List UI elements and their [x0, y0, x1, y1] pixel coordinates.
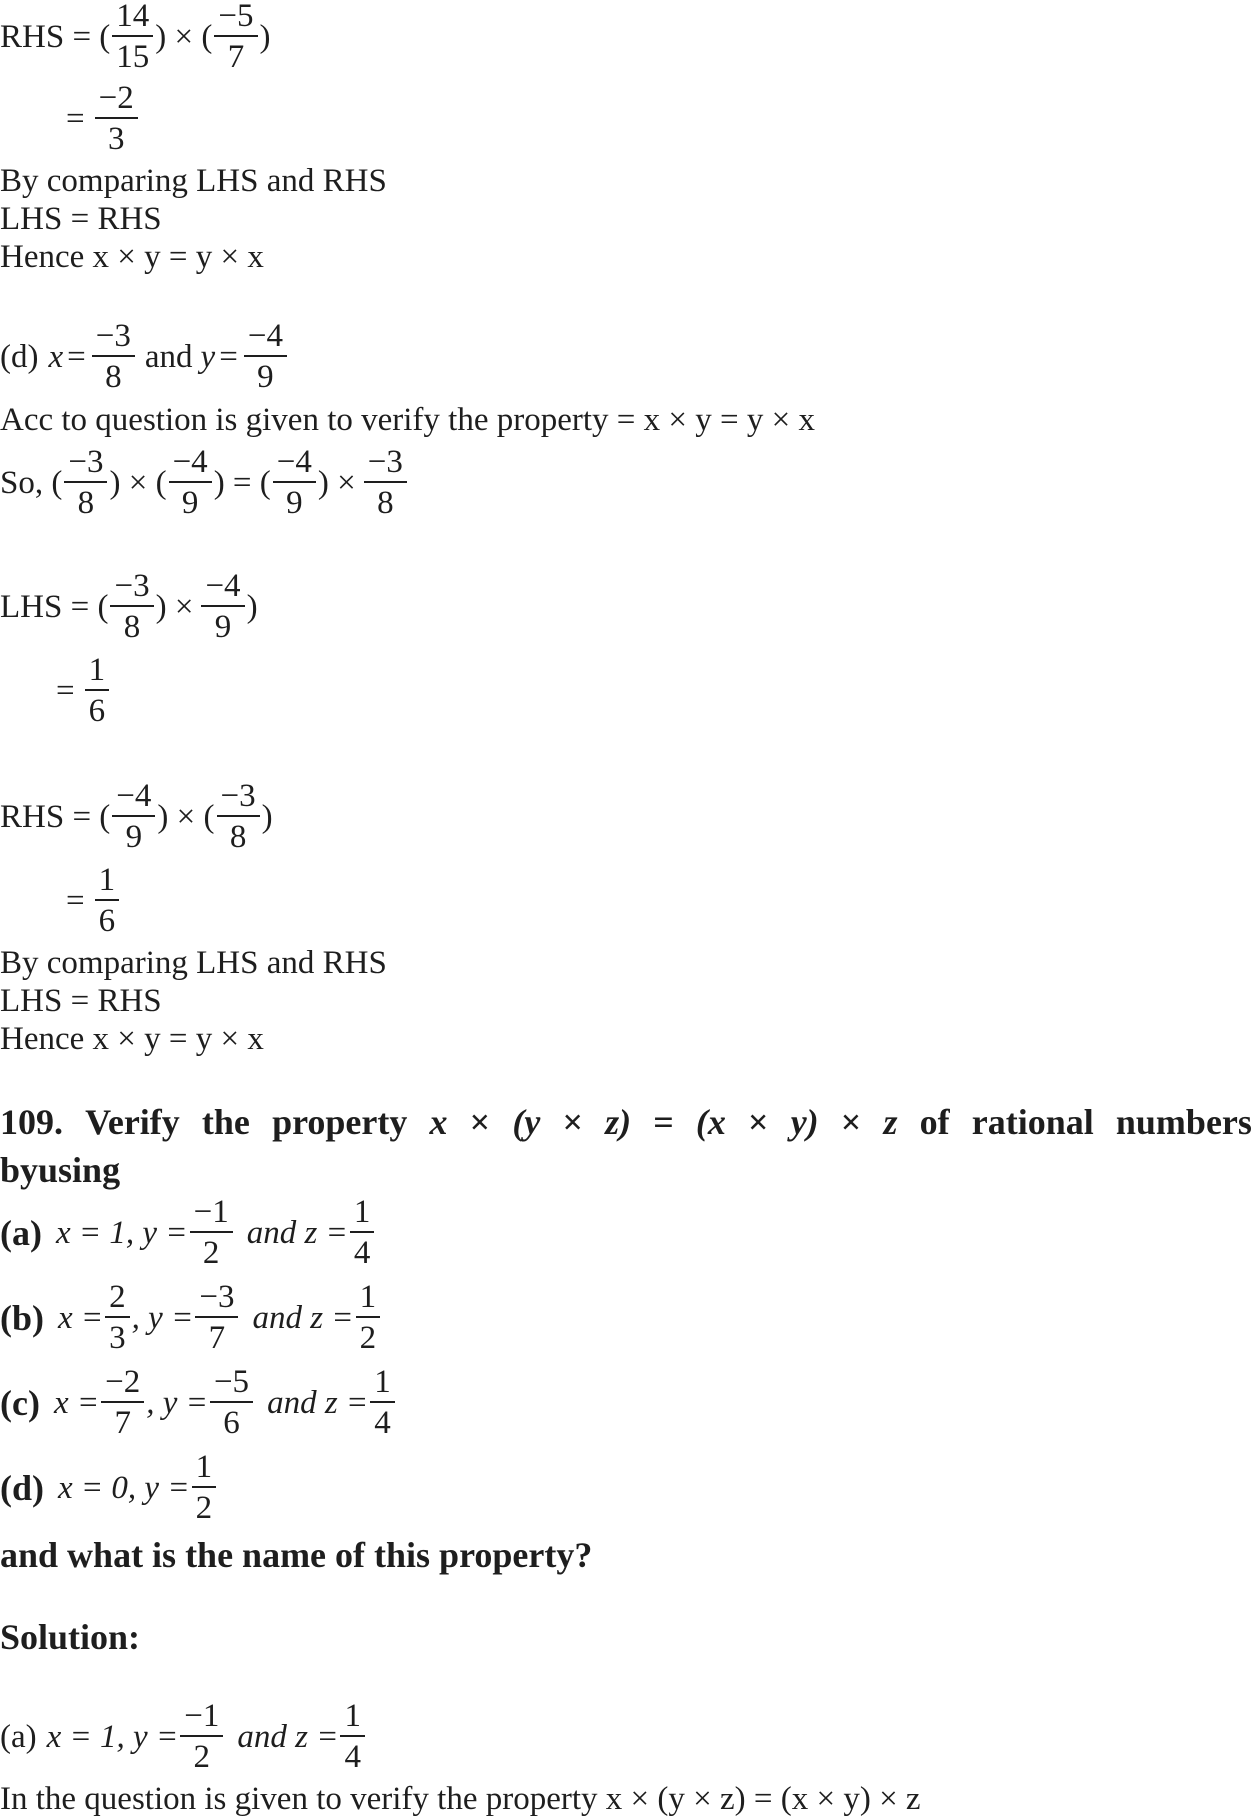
q109-b-x-fraction — [105, 1281, 130, 1355]
d-lhs-f2-denominator: 9 — [214, 609, 232, 645]
q109-b-z-numerator: 1 — [356, 1281, 381, 1318]
q109-word: numbers — [1115, 1102, 1252, 1142]
q109-word: = — [653, 1102, 674, 1142]
d-y-fraction — [244, 320, 287, 394]
d-rhs-mid: ) × ( — [157, 798, 215, 835]
c-rhs-close: ) — [259, 18, 271, 55]
c-compare-text: By comparing LHS and RHS — [0, 163, 387, 199]
q109-b-y-numerator: −3 — [195, 1281, 238, 1318]
d-rhs-fraction-1 — [112, 780, 155, 854]
d-lhs-close: ) — [246, 588, 258, 625]
q109-c-y-denominator: 6 — [223, 1405, 240, 1441]
d-and: and — [144, 338, 193, 375]
c-rhs-f2-numerator: −5 — [214, 0, 257, 37]
q109-c-x-numerator: −2 — [101, 1366, 144, 1403]
solution-a-y-numerator: −1 — [180, 1700, 223, 1737]
d-hence-text: Hence x × y = y × x — [0, 1021, 264, 1057]
q109-c-y: , y = — [146, 1384, 208, 1421]
c-lhs-rhs-text: LHS = RHS — [0, 201, 162, 237]
q109-option-c — [0, 1366, 397, 1440]
d-so-label: So, ( — [0, 464, 63, 501]
d-statement-line — [0, 320, 289, 394]
q109-d-y-numerator: 1 — [192, 1451, 217, 1488]
d-so-f3-numerator: −4 — [273, 446, 316, 483]
d-rhs-f2-numerator: −3 — [217, 780, 260, 817]
q109-a-z-denominator: 4 — [353, 1235, 371, 1271]
d-lhs-f1-numerator: −3 — [110, 570, 153, 607]
d-so-times-open: ) × ( — [109, 464, 167, 501]
d-y-numerator: −4 — [244, 320, 287, 357]
d-x-numerator: −3 — [92, 320, 135, 357]
d-rhs-f2-denominator: 8 — [229, 819, 247, 855]
d-so-f1-numerator: −3 — [64, 446, 107, 483]
q109-d-text: x = 0, y = — [58, 1469, 190, 1506]
d-acc-text: Acc to question is given to verify the property = x × y = y × x — [0, 402, 815, 438]
d-x-denominator: 8 — [105, 359, 122, 395]
d-x-var: x — [48, 338, 64, 375]
q109-word: z — [883, 1102, 898, 1142]
q109-d-label: (d) — [0, 1468, 44, 1508]
d-lhs-result-line — [56, 654, 111, 728]
d-y-eq: = — [219, 338, 238, 375]
d-lhs-result-numerator: 1 — [85, 654, 110, 691]
solution-a-label: (a) — [0, 1718, 37, 1755]
q109-option-d — [0, 1451, 218, 1525]
q109-d-y-denominator: 2 — [195, 1490, 213, 1526]
d-compare-text: By comparing LHS and RHS — [0, 945, 387, 981]
solution-statement: In the question is given to verify the property x × (y × z) = (x × y) × z — [0, 1781, 921, 1817]
q109-c-z-denominator: 4 — [374, 1405, 391, 1441]
d-rhs-result-numerator: 1 — [95, 864, 120, 901]
q109-word: y) — [790, 1102, 819, 1142]
q109-word: (x — [695, 1102, 726, 1142]
d-so-times: ) × — [317, 464, 356, 501]
d-x-eq: = — [67, 338, 86, 375]
q109-c-z-numerator: 1 — [370, 1366, 395, 1403]
d-lhs-rhs-text: LHS = RHS — [0, 983, 162, 1019]
c-rhs-result-fraction — [95, 82, 138, 156]
q109-c-z-fraction — [370, 1366, 395, 1440]
c-rhs-line — [0, 0, 271, 74]
q109-b-y-fraction — [195, 1281, 238, 1355]
c-rhs-f1-numerator: 14 — [112, 0, 153, 37]
q109-option-a — [0, 1196, 376, 1270]
q109-word: × — [840, 1102, 862, 1142]
d-so-f4-numerator: −3 — [364, 446, 407, 483]
q109-name-question: and what is the name of this property? — [0, 1535, 593, 1575]
d-rhs-f1-numerator: −4 — [112, 780, 155, 817]
q109-word: × — [748, 1102, 769, 1142]
d-so-f2-denominator: 9 — [181, 485, 199, 521]
d-so-f2-numerator: −4 — [169, 446, 212, 483]
d-lhs-f1-denominator: 8 — [123, 609, 141, 645]
d-so-f1-denominator: 8 — [77, 485, 95, 521]
c-rhs-result-line — [66, 82, 140, 156]
q109-word: of — [919, 1102, 950, 1142]
d-lhs-result-fraction — [85, 654, 110, 728]
d-so-fraction-3 — [273, 446, 316, 520]
solution-a-text: x = 1, y = — [46, 1718, 179, 1755]
d-label: (d) — [0, 338, 39, 375]
solution-a-z-numerator: 1 — [340, 1700, 365, 1737]
c-rhs-fraction-1 — [112, 0, 153, 74]
q109-a-z-numerator: 1 — [350, 1196, 375, 1233]
solution-a-line — [0, 1700, 367, 1774]
c-hence-text: Hence x × y = y × x — [0, 239, 264, 275]
q109-option-b — [0, 1281, 382, 1355]
d-lhs-mid: ) × — [155, 588, 194, 625]
d-so-line — [0, 446, 409, 520]
solution-a-y-fraction — [180, 1700, 223, 1774]
solution-heading: Solution: — [0, 1617, 141, 1657]
q109-b-y-denominator: 7 — [208, 1320, 226, 1356]
q109-a-y-denominator: 2 — [202, 1235, 220, 1271]
d-so-eq-open: ) = ( — [213, 464, 271, 501]
q109-b-and: and z = — [252, 1299, 354, 1336]
d-rhs-result-line — [66, 864, 121, 938]
q109-a-z-fraction — [350, 1196, 375, 1270]
d-lhs-fraction-1 — [110, 570, 153, 644]
q109-b-x-numerator: 2 — [105, 1281, 130, 1318]
q109-word: 109. — [0, 1102, 63, 1142]
d-so-fraction-1 — [64, 446, 107, 520]
d-rhs-line — [0, 780, 273, 854]
q109-a-y-fraction — [190, 1196, 233, 1270]
q109-word: x — [429, 1102, 448, 1142]
q109-word: Verify — [85, 1102, 180, 1142]
d-lhs-f2-numerator: −4 — [201, 570, 244, 607]
solution-a-z-denominator: 4 — [344, 1739, 361, 1775]
d-rhs-fraction-2 — [217, 780, 260, 854]
q109-word: the — [201, 1102, 250, 1142]
q109-b-x-denominator: 3 — [109, 1320, 126, 1356]
c-rhs-result-denominator: 3 — [107, 121, 125, 157]
q109-word: z) — [605, 1102, 632, 1142]
d-lhs-fraction-2 — [201, 570, 244, 644]
q109-b-x: x = — [58, 1299, 104, 1336]
q109-heading-line-2: byusing — [0, 1150, 121, 1190]
d-rhs-result-denominator: 6 — [98, 903, 116, 939]
q109-word: (y — [512, 1102, 541, 1142]
c-rhs-fraction-2 — [214, 0, 257, 74]
d-so-fraction-2 — [169, 446, 212, 520]
solution-a-y-denominator: 2 — [193, 1739, 211, 1775]
d-rhs-label: RHS = ( — [0, 798, 111, 835]
d-rhs-f1-denominator: 9 — [125, 819, 143, 855]
c-rhs-label: RHS = ( — [0, 18, 111, 55]
q109-heading-line-1 — [0, 1101, 1252, 1143]
d-lhs-result-denominator: 6 — [88, 693, 106, 729]
q109-b-z-fraction — [356, 1281, 381, 1355]
q109-b-z-denominator: 2 — [359, 1320, 377, 1356]
solution-a-z-fraction — [340, 1700, 365, 1774]
q109-b-label: (b) — [0, 1298, 44, 1338]
d-rhs-close: ) — [261, 798, 273, 835]
q109-a-and: and z = — [246, 1214, 348, 1251]
q109-c-x-denominator: 7 — [114, 1405, 131, 1441]
d-x-fraction — [92, 320, 135, 394]
c-rhs-f1-denominator: 15 — [116, 39, 150, 75]
q109-c-x: x = — [53, 1384, 100, 1421]
c-rhs-result-numerator: −2 — [95, 82, 138, 119]
d-so-f4-denominator: 8 — [377, 485, 394, 521]
solution-a-and: and z = — [237, 1718, 339, 1755]
q109-a-y-numerator: −1 — [190, 1196, 233, 1233]
q109-c-label: (c) — [0, 1383, 40, 1423]
q109-b-y: , y = — [131, 1299, 194, 1336]
q109-a-text: x = 1, y = — [55, 1214, 188, 1251]
c-rhs-eq: = — [66, 100, 85, 137]
q109-heading — [0, 1101, 1252, 1191]
d-rhs-result-eq: = — [66, 882, 85, 919]
d-so-f3-denominator: 9 — [286, 485, 303, 521]
q109-word: × — [469, 1102, 491, 1142]
q109-c-y-numerator: −5 — [210, 1366, 253, 1403]
c-rhs-f2-denominator: 7 — [227, 39, 245, 75]
q109-word: × — [562, 1102, 583, 1142]
q109-c-y-fraction — [210, 1366, 253, 1440]
q109-word: property — [272, 1102, 408, 1142]
q109-word: rational — [971, 1102, 1094, 1142]
q109-d-y-fraction — [192, 1451, 217, 1525]
d-lhs-line — [0, 570, 258, 644]
q109-a-label: (a) — [0, 1213, 42, 1253]
d-so-fraction-4 — [364, 446, 407, 520]
d-y-var: y — [200, 338, 216, 375]
c-rhs-mid: ) × ( — [155, 18, 213, 55]
d-lhs-result-eq: = — [56, 672, 75, 709]
d-lhs-label: LHS = ( — [0, 588, 109, 625]
d-y-denominator: 9 — [257, 359, 274, 395]
q109-c-x-fraction — [101, 1366, 144, 1440]
q109-c-and: and z = — [267, 1384, 369, 1421]
d-rhs-result-fraction — [95, 864, 120, 938]
